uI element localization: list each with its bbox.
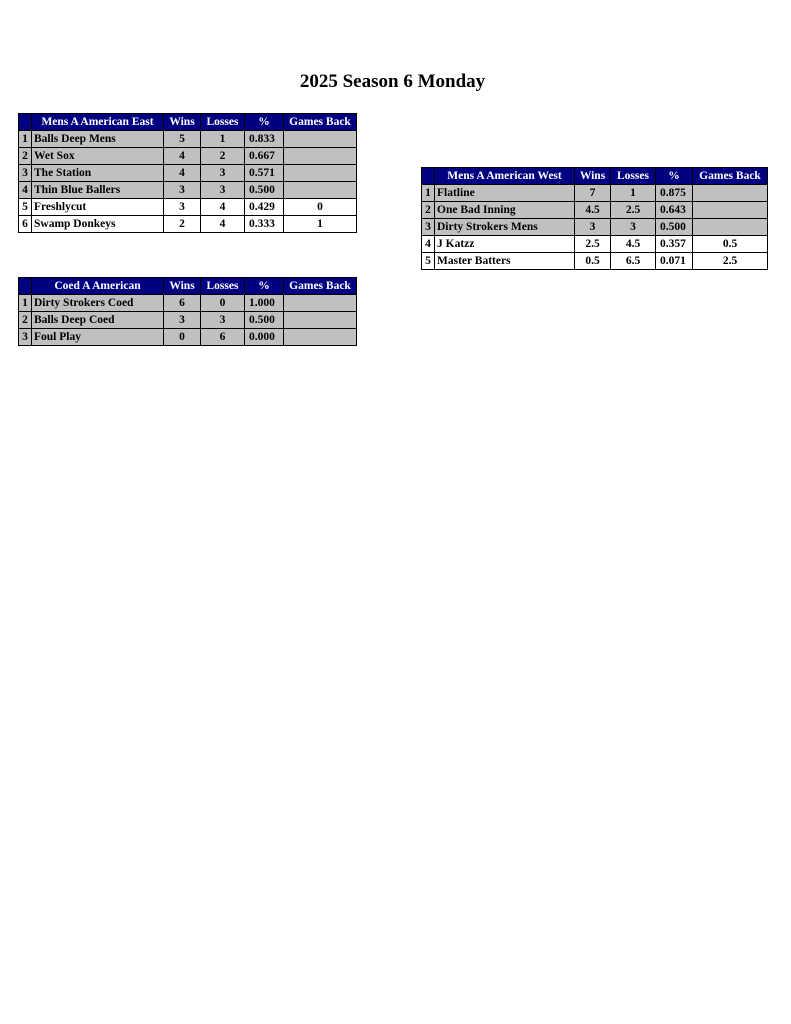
rank-cell: 3 bbox=[19, 165, 32, 182]
header-blank bbox=[19, 114, 32, 131]
losses-cell: 4 bbox=[201, 216, 245, 233]
pct-cell: 0.571 bbox=[245, 165, 284, 182]
rank-cell: 4 bbox=[422, 236, 435, 253]
header-games-back: Games Back bbox=[284, 278, 357, 295]
wins-cell: 6 bbox=[164, 295, 201, 312]
losses-cell: 3 bbox=[201, 165, 245, 182]
losses-cell: 2.5 bbox=[611, 202, 656, 219]
games-back-cell: 0.5 bbox=[693, 236, 768, 253]
header-pct: % bbox=[656, 168, 693, 185]
header-pct: % bbox=[245, 278, 284, 295]
rank-cell: 2 bbox=[19, 312, 32, 329]
games-back-cell bbox=[693, 185, 768, 202]
rank-cell: 1 bbox=[19, 295, 32, 312]
table-row bbox=[19, 199, 357, 216]
team-cell: Wet Sox bbox=[32, 148, 164, 165]
team-cell: Foul Play bbox=[32, 329, 164, 346]
header-blank bbox=[19, 278, 32, 295]
team-cell: Master Batters bbox=[435, 253, 575, 270]
losses-cell: 1 bbox=[201, 131, 245, 148]
pct-cell: 0.000 bbox=[245, 329, 284, 346]
losses-cell: 3 bbox=[611, 219, 656, 236]
games-back-cell bbox=[284, 165, 357, 182]
header-pct: % bbox=[245, 114, 284, 131]
table-header-row bbox=[422, 168, 768, 185]
pct-cell: 0.357 bbox=[656, 236, 693, 253]
team-cell: Swamp Donkeys bbox=[32, 216, 164, 233]
team-cell: Flatline bbox=[435, 185, 575, 202]
standings-table-coed bbox=[18, 277, 357, 346]
header-games-back: Games Back bbox=[284, 114, 357, 131]
pct-cell: 0.500 bbox=[245, 182, 284, 199]
table-row bbox=[19, 329, 357, 346]
games-back-cell bbox=[284, 131, 357, 148]
table-row bbox=[19, 165, 357, 182]
losses-cell: 4 bbox=[201, 199, 245, 216]
team-cell: Balls Deep Coed bbox=[32, 312, 164, 329]
header-losses: Losses bbox=[201, 114, 245, 131]
games-back-cell bbox=[284, 312, 357, 329]
table-row bbox=[422, 236, 768, 253]
team-cell: Thin Blue Ballers bbox=[32, 182, 164, 199]
wins-cell: 4.5 bbox=[575, 202, 611, 219]
rank-cell: 2 bbox=[19, 148, 32, 165]
team-cell: Dirty Strokers Mens bbox=[435, 219, 575, 236]
standings-table-mens-east bbox=[18, 113, 357, 233]
rank-cell: 1 bbox=[422, 185, 435, 202]
games-back-cell: 1 bbox=[284, 216, 357, 233]
games-back-cell: 0 bbox=[284, 199, 357, 216]
pct-cell: 0.500 bbox=[245, 312, 284, 329]
standings-table-mens-west bbox=[421, 167, 768, 270]
team-cell: J Katzz bbox=[435, 236, 575, 253]
table-header-row bbox=[19, 278, 357, 295]
games-back-cell bbox=[284, 148, 357, 165]
wins-cell: 3 bbox=[164, 199, 201, 216]
pct-cell: 0.071 bbox=[656, 253, 693, 270]
rank-cell: 6 bbox=[19, 216, 32, 233]
table-row bbox=[422, 202, 768, 219]
pct-cell: 0.667 bbox=[245, 148, 284, 165]
rank-cell: 3 bbox=[422, 219, 435, 236]
header-division: Mens A American West bbox=[435, 168, 575, 185]
rank-cell: 5 bbox=[422, 253, 435, 270]
table-row bbox=[19, 312, 357, 329]
rank-cell: 1 bbox=[19, 131, 32, 148]
games-back-cell bbox=[284, 329, 357, 346]
games-back-cell bbox=[693, 219, 768, 236]
wins-cell: 7 bbox=[575, 185, 611, 202]
losses-cell: 0 bbox=[201, 295, 245, 312]
pct-cell: 0.833 bbox=[245, 131, 284, 148]
team-cell: Dirty Strokers Coed bbox=[32, 295, 164, 312]
wins-cell: 5 bbox=[164, 131, 201, 148]
header-games-back: Games Back bbox=[693, 168, 768, 185]
pct-cell: 1.000 bbox=[245, 295, 284, 312]
losses-cell: 3 bbox=[201, 312, 245, 329]
wins-cell: 0 bbox=[164, 329, 201, 346]
table-row bbox=[422, 219, 768, 236]
table-row bbox=[19, 148, 357, 165]
losses-cell: 4.5 bbox=[611, 236, 656, 253]
table-row bbox=[422, 185, 768, 202]
table-header-row bbox=[19, 114, 357, 131]
wins-cell: 4 bbox=[164, 148, 201, 165]
table-row bbox=[19, 182, 357, 199]
team-cell: Freshlycut bbox=[32, 199, 164, 216]
team-cell: Balls Deep Mens bbox=[32, 131, 164, 148]
rank-cell: 4 bbox=[19, 182, 32, 199]
games-back-cell bbox=[284, 295, 357, 312]
wins-cell: 4 bbox=[164, 165, 201, 182]
page-title: 2025 Season 6 Monday bbox=[299, 71, 486, 92]
table-row bbox=[422, 253, 768, 270]
losses-cell: 6.5 bbox=[611, 253, 656, 270]
wins-cell: 3 bbox=[164, 182, 201, 199]
header-losses: Losses bbox=[611, 168, 656, 185]
wins-cell: 2 bbox=[164, 216, 201, 233]
losses-cell: 3 bbox=[201, 182, 245, 199]
rank-cell: 2 bbox=[422, 202, 435, 219]
pct-cell: 0.875 bbox=[656, 185, 693, 202]
table-row bbox=[19, 216, 357, 233]
games-back-cell: 2.5 bbox=[693, 253, 768, 270]
games-back-cell bbox=[693, 202, 768, 219]
pct-cell: 0.643 bbox=[656, 202, 693, 219]
header-wins: Wins bbox=[164, 114, 201, 131]
losses-cell: 1 bbox=[611, 185, 656, 202]
pct-cell: 0.333 bbox=[245, 216, 284, 233]
team-cell: The Station bbox=[32, 165, 164, 182]
team-cell: One Bad Inning bbox=[435, 202, 575, 219]
table-row bbox=[19, 295, 357, 312]
rank-cell: 5 bbox=[19, 199, 32, 216]
header-division: Mens A American East bbox=[32, 114, 164, 131]
losses-cell: 6 bbox=[201, 329, 245, 346]
pct-cell: 0.429 bbox=[245, 199, 284, 216]
pct-cell: 0.500 bbox=[656, 219, 693, 236]
games-back-cell bbox=[284, 182, 357, 199]
header-wins: Wins bbox=[575, 168, 611, 185]
header-division: Coed A American bbox=[32, 278, 164, 295]
table-row bbox=[19, 131, 357, 148]
header-blank bbox=[422, 168, 435, 185]
wins-cell: 3 bbox=[575, 219, 611, 236]
wins-cell: 0.5 bbox=[575, 253, 611, 270]
rank-cell: 3 bbox=[19, 329, 32, 346]
wins-cell: 3 bbox=[164, 312, 201, 329]
wins-cell: 2.5 bbox=[575, 236, 611, 253]
header-losses: Losses bbox=[201, 278, 245, 295]
header-wins: Wins bbox=[164, 278, 201, 295]
losses-cell: 2 bbox=[201, 148, 245, 165]
